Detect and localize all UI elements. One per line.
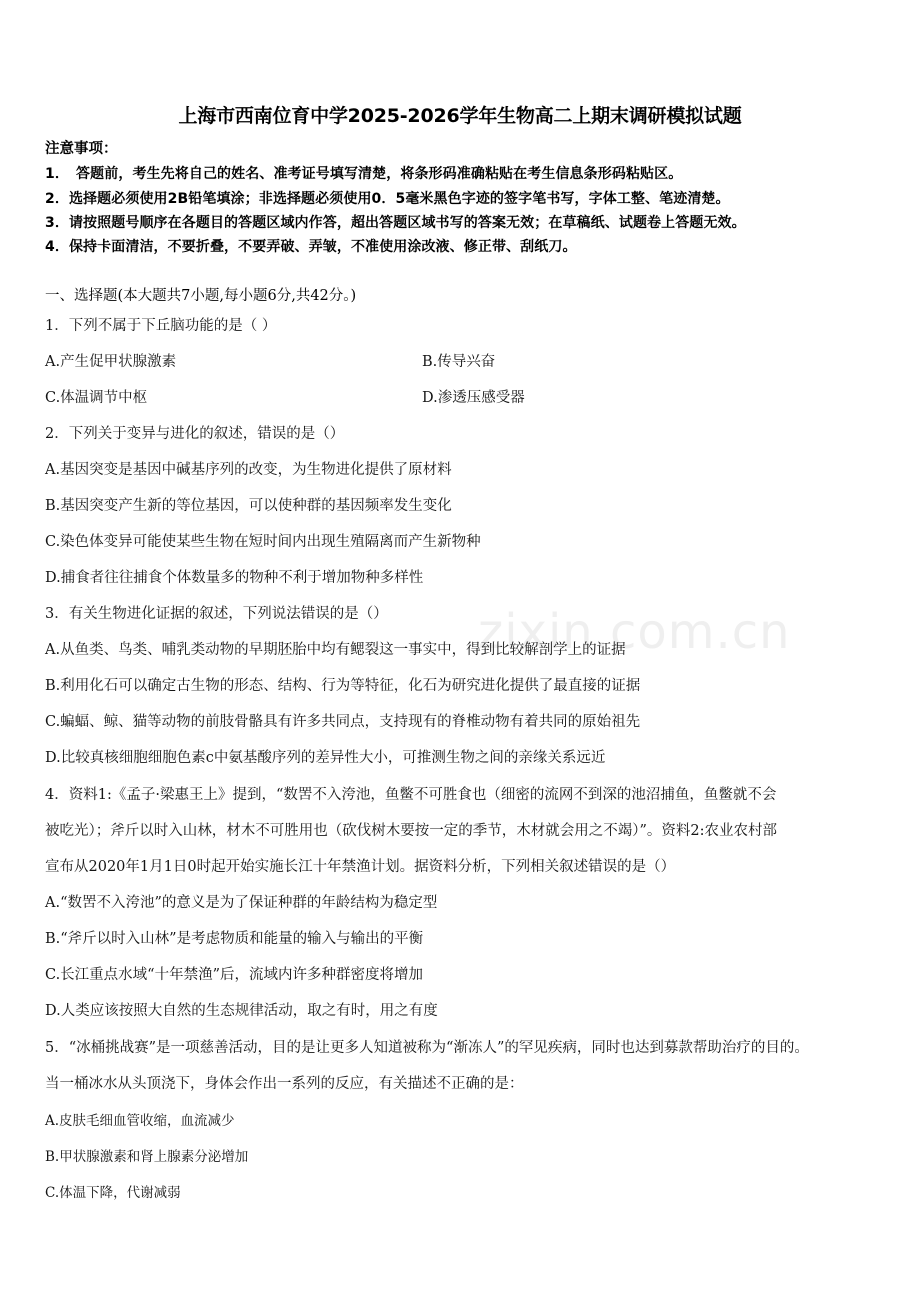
option-c: C.染色体变异可能使某些生物在短时间内出现生殖隔离而产生新物种 — [45, 534, 481, 550]
watermark: zixin.com.cn — [478, 604, 791, 660]
option-a: A.基因突变是基因中碱基序列的改变，为生物进化提供了原材料 — [45, 462, 452, 478]
option-a: A.皮肤毛细血管收缩，血流减少 — [45, 1113, 235, 1129]
option-d: D.捕食者往往捕食个体数量多的物种不利于增加物种多样性 — [45, 570, 424, 586]
notice-item: 2．选择题必须使用2B铅笔填涂；非选择题必须使用0．5毫米黑色字迹的签字笔书写，字体工整、笔迹清楚。 — [45, 191, 730, 207]
question-stem-line: 当一桶冰水从头顶浇下，身体会作出一系列的反应，有关描述不正确的是： — [45, 1076, 524, 1092]
question-stem-line: 4．资料1:《孟子·梁惠王上》提到，“数罟不入洿池，鱼鳖不可胜食也（细密的流网不到深的池沼捕鱼，鱼鳖就不会 — [45, 787, 777, 803]
option-b: B.基因突变产生新的等位基因，可以使种群的基因频率发生变化 — [45, 498, 452, 514]
notice-item: 4．保持卡面清洁，不要折叠，不要弄破、弄皱，不准使用涂改液、修正带、刮纸刀。 — [45, 239, 577, 255]
exam-title: 上海市西南位育中学2025-2026学年生物高二上期末调研模拟试题 — [178, 105, 742, 127]
question-stem-line: 被吃光）；斧斤以时入山林，材木不可胜用也（砍伐树木要按一定的季节，木材就会用之不竭）”。资料2:农业农村部 — [45, 823, 778, 839]
question-stem: 1．下列不属于下丘脑功能的是（ ） — [45, 318, 277, 334]
option-b: B.利用化石可以确定古生物的形态、结构、行为等特征，化石为研究进化提供了最直接的证据 — [45, 678, 641, 694]
option-d: D.人类应该按照大自然的生态规律活动，取之有时，用之有度 — [45, 1003, 438, 1019]
question-stem-line: 5．“冰桶挑战赛”是一项慈善活动，目的是让更多人知道被称为“渐冻人”的罕见疾病，同时也达到募款帮助治疗的目的。 — [45, 1040, 809, 1056]
option-a: A.从鱼类、鸟类、哺乳类动物的早期胚胎中均有鳃裂这一事实中，得到比较解剖学上的证据 — [45, 642, 626, 658]
question-stem: 3．有关生物进化证据的叙述，下列说法错误的是（） — [45, 606, 388, 622]
option-c: C.体温下降，代谢减弱 — [45, 1185, 181, 1201]
option-a: A.“数罟不入洿池”的意义是为了保证种群的年龄结构为稳定型 — [45, 895, 438, 911]
section-heading: 一、选择题(本大题共7小题,每小题6分,共42分。) — [45, 288, 357, 304]
notice-item: 3．请按照题号顺序在各题目的答题区域内作答，超出答题区域书写的答案无效；在草稿纸、试题卷上答题无效。 — [45, 215, 746, 231]
option-d: D.渗透压感受器 — [422, 390, 525, 406]
question-stem-line: 宣布从2020年1月1日0时起开始实施长江十年禁渔计划。据资料分析，下列相关叙述错误的是（） — [45, 859, 676, 875]
option-b: B.传导兴奋 — [422, 354, 496, 370]
option-b: B.甲状腺激素和肾上腺素分泌增加 — [45, 1149, 249, 1165]
option-d: D.比较真核细胞细胞色素c中氨基酸序列的差异性大小，可推测生物之间的亲缘关系远近 — [45, 750, 606, 766]
option-c: C.长江重点水域“十年禁渔”后，流域内许多种群密度将增加 — [45, 967, 424, 983]
option-b: B.“斧斤以时入山林”是考虑物质和能量的输入与输出的平衡 — [45, 931, 424, 947]
option-a: A.产生促甲状腺激素 — [45, 354, 177, 370]
option-c: C.体温调节中枢 — [45, 390, 148, 406]
option-c: C.蝙蝠、鲸、猫等动物的前肢骨骼具有许多共同点，支持现有的脊椎动物有着共同的原始祖先 — [45, 714, 641, 730]
question-stem: 2．下列关于变异与进化的叙述，错误的是（） — [45, 426, 345, 442]
notice-item: 1． 答题前，考生先将自己的姓名、准考证号填写清楚，将条形码准确粘贴在考生信息条形码粘贴区。 — [45, 166, 683, 182]
notice-heading: 注意事项： — [45, 141, 118, 157]
